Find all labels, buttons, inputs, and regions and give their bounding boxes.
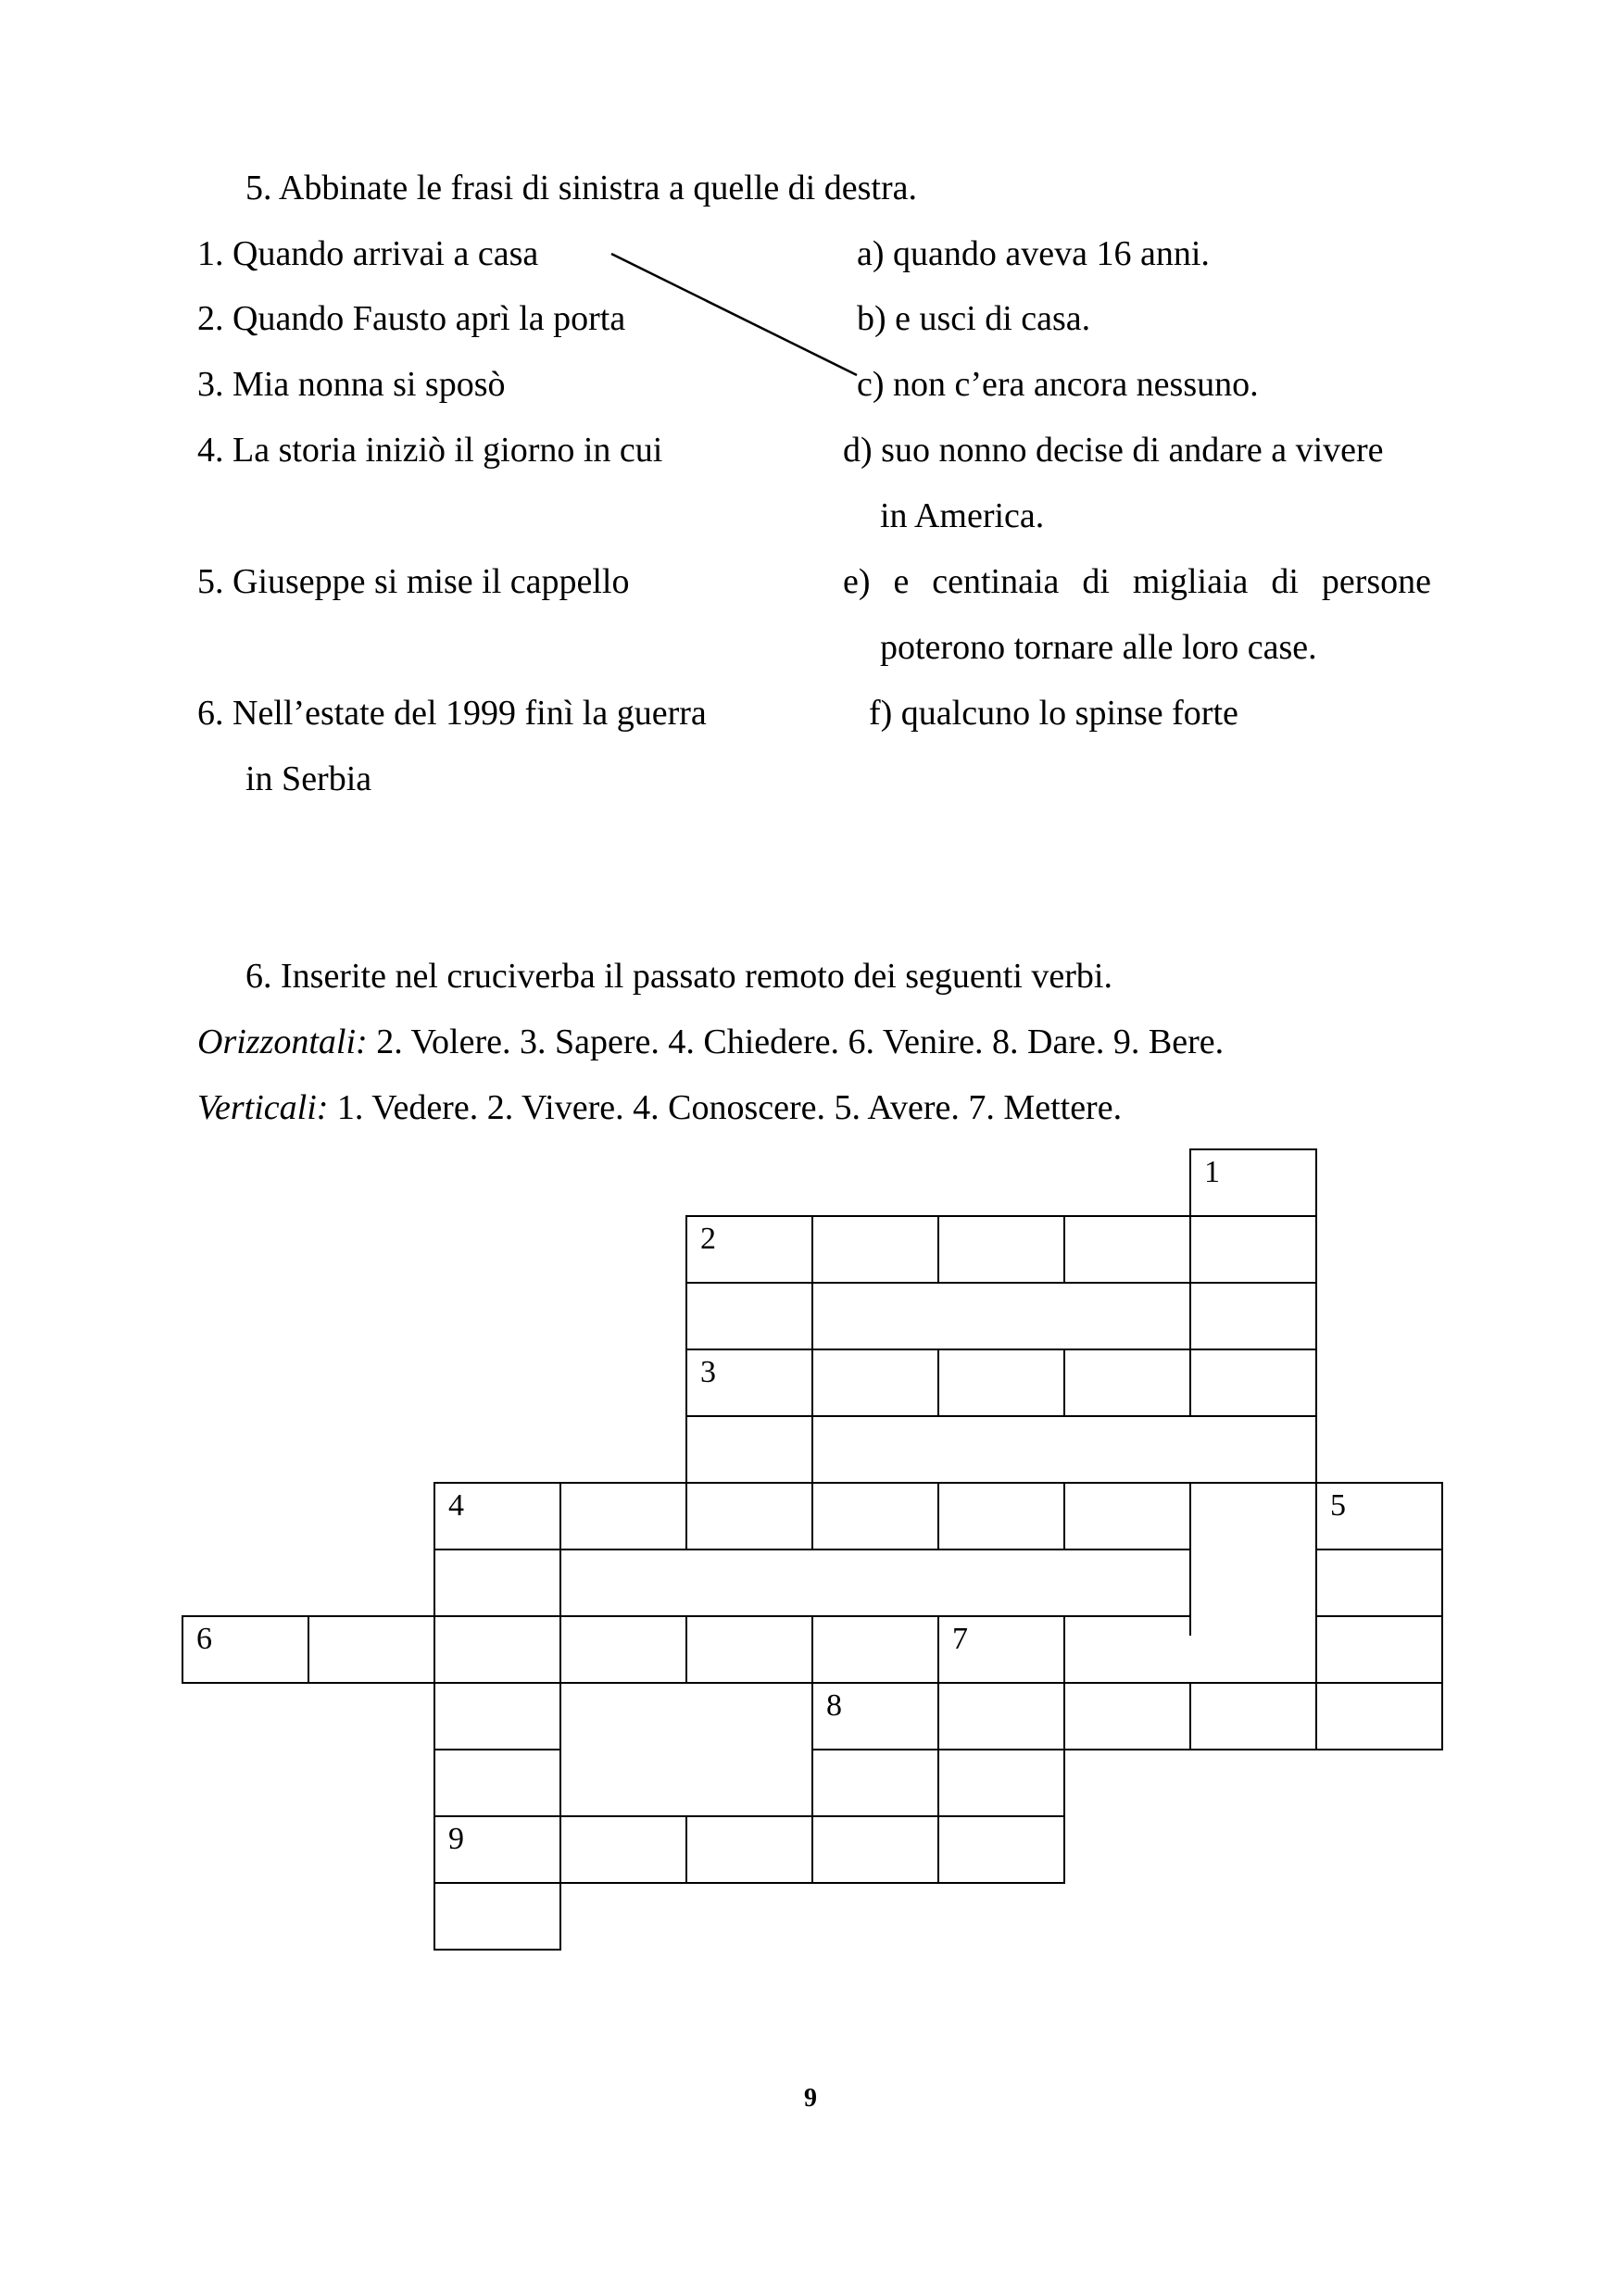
crossword-cell[interactable] [937, 1349, 1065, 1417]
crossword-cell[interactable] [937, 1682, 1065, 1750]
crossword-cell[interactable] [811, 1215, 939, 1284]
horizontal-clues [197, 1021, 1224, 1063]
crossword-cell[interactable] [308, 1615, 435, 1684]
left-sentence-1: 1. Quando arrivai a casa [197, 234, 539, 273]
crossword-number: 3 [700, 1355, 716, 1389]
crossword-number: 4 [448, 1488, 464, 1523]
crossword-cell[interactable] [1189, 1349, 1317, 1417]
crossword-number: 2 [700, 1222, 716, 1256]
crossword-cell[interactable] [1189, 1682, 1317, 1750]
right-sentence-d: d) suo nonno decise di andare a vivere [843, 431, 1384, 470]
vertical-clues-text: 1. Vedere. 2. Vivere. 4. Conoscere. 5. Avere. 7. Mettere. [328, 1088, 1123, 1127]
crossword-cell[interactable] [937, 1815, 1065, 1884]
right-sentence-c: c) non c’era ancora nessuno. [857, 365, 1259, 404]
crossword-cell-2[interactable] [685, 1215, 813, 1284]
crossword-cell-1[interactable] [1189, 1148, 1317, 1217]
left-sentence-6: 6. Nell’estate del 1999 finì la guerra [197, 694, 707, 733]
crossword-cell[interactable] [685, 1815, 813, 1884]
crossword-cell[interactable] [1315, 1549, 1443, 1617]
crossword-cell[interactable] [811, 1815, 939, 1884]
crossword-grid-line [811, 1482, 1315, 1484]
left-sentence-6-cont: in Serbia [245, 759, 372, 798]
crossword-cell[interactable] [937, 1215, 1065, 1284]
crossword-cell[interactable] [434, 1615, 561, 1684]
crossword-number: 7 [952, 1622, 968, 1656]
right-sentence-e-cont: poterono tornare alle loro case. [880, 628, 1317, 667]
left-sentence-4: 4. La storia iniziò il giorno in cui [197, 431, 663, 470]
crossword-cell-5[interactable] [1315, 1482, 1443, 1550]
vertical-clues [197, 1086, 1122, 1129]
crossword-cell[interactable] [937, 1749, 1065, 1817]
right-sentence-f: f) qualcuno lo spinse forte [869, 694, 1238, 733]
crossword-cell-8[interactable] [811, 1682, 939, 1750]
crossword-cell[interactable] [685, 1482, 813, 1550]
crossword-cell[interactable] [685, 1415, 813, 1484]
left-sentence-2: 2. Quando Fausto aprì la porta [197, 299, 626, 338]
crossword-grid-line [1063, 1682, 1315, 1684]
crossword-cell[interactable] [1063, 1215, 1191, 1284]
crossword-cell[interactable] [811, 1349, 939, 1417]
crossword-cell[interactable] [559, 1482, 687, 1550]
right-sentence-a: a) quando aveva 16 anni. [857, 234, 1210, 273]
right-sentence-b: b) e usci di casa. [857, 299, 1091, 338]
crossword-cell[interactable] [1063, 1682, 1191, 1750]
crossword-cell[interactable] [685, 1615, 813, 1684]
crossword-cell[interactable] [559, 1615, 687, 1684]
right-sentence-e: e) e centinaia di migliaia di persone [843, 562, 1431, 601]
crossword-cell-3[interactable] [685, 1349, 813, 1417]
crossword-number: 1 [1204, 1155, 1220, 1189]
crossword-cell[interactable] [811, 1749, 939, 1817]
crossword-cell[interactable] [434, 1549, 561, 1617]
left-sentence-3: 3. Mia nonna si sposò [197, 365, 506, 404]
crossword-cell-4[interactable] [434, 1482, 561, 1550]
horizontal-clues-text: 2. Volere. 3. Sapere. 4. Chiedere. 6. Venire. 8. Dare. 9. Bere. [367, 1023, 1225, 1061]
crossword-cell[interactable] [1315, 1682, 1443, 1750]
crossword-cell-9[interactable] [434, 1815, 561, 1884]
crossword-grid-line [559, 1615, 1189, 1617]
exercise5-heading: 5. Abbinate le frasi di sinistra a quelle di destra. [245, 169, 917, 207]
crossword-cell[interactable] [1189, 1215, 1317, 1284]
crossword-grid-line [1189, 1549, 1191, 1636]
crossword-cell[interactable] [559, 1815, 687, 1884]
crossword-cell[interactable] [937, 1482, 1065, 1550]
crossword-cell[interactable] [1315, 1615, 1443, 1684]
horizontal-label: Orizzontali: [197, 1023, 368, 1061]
right-sentence-d-cont: in America. [880, 496, 1045, 535]
crossword-number: 8 [826, 1688, 842, 1723]
crossword-number: 5 [1330, 1488, 1346, 1523]
crossword-number: 9 [448, 1822, 464, 1856]
exercise6-heading: 6. Inserite nel cruciverba il passato remoto dei seguenti verbi. [245, 957, 1112, 996]
crossword-cell[interactable] [1063, 1349, 1191, 1417]
left-sentence-5: 5. Giuseppe si mise il cappello [197, 562, 630, 601]
crossword-grid-line [811, 1349, 1189, 1350]
crossword-cell[interactable] [434, 1882, 561, 1951]
crossword-cell[interactable] [1063, 1482, 1191, 1550]
page-number: 9 [804, 2084, 817, 2113]
crossword-cell[interactable] [1189, 1282, 1317, 1350]
crossword-cell-6[interactable] [182, 1615, 309, 1684]
crossword-number: 6 [196, 1622, 212, 1656]
vertical-label: Verticali: [197, 1088, 329, 1127]
crossword-cell[interactable] [434, 1749, 561, 1817]
crossword-cell[interactable] [434, 1682, 561, 1750]
crossword-grid-line [1315, 1415, 1317, 1482]
crossword-cell-7[interactable] [937, 1615, 1065, 1684]
crossword-cell[interactable] [811, 1482, 939, 1550]
crossword-cell[interactable] [685, 1282, 813, 1350]
